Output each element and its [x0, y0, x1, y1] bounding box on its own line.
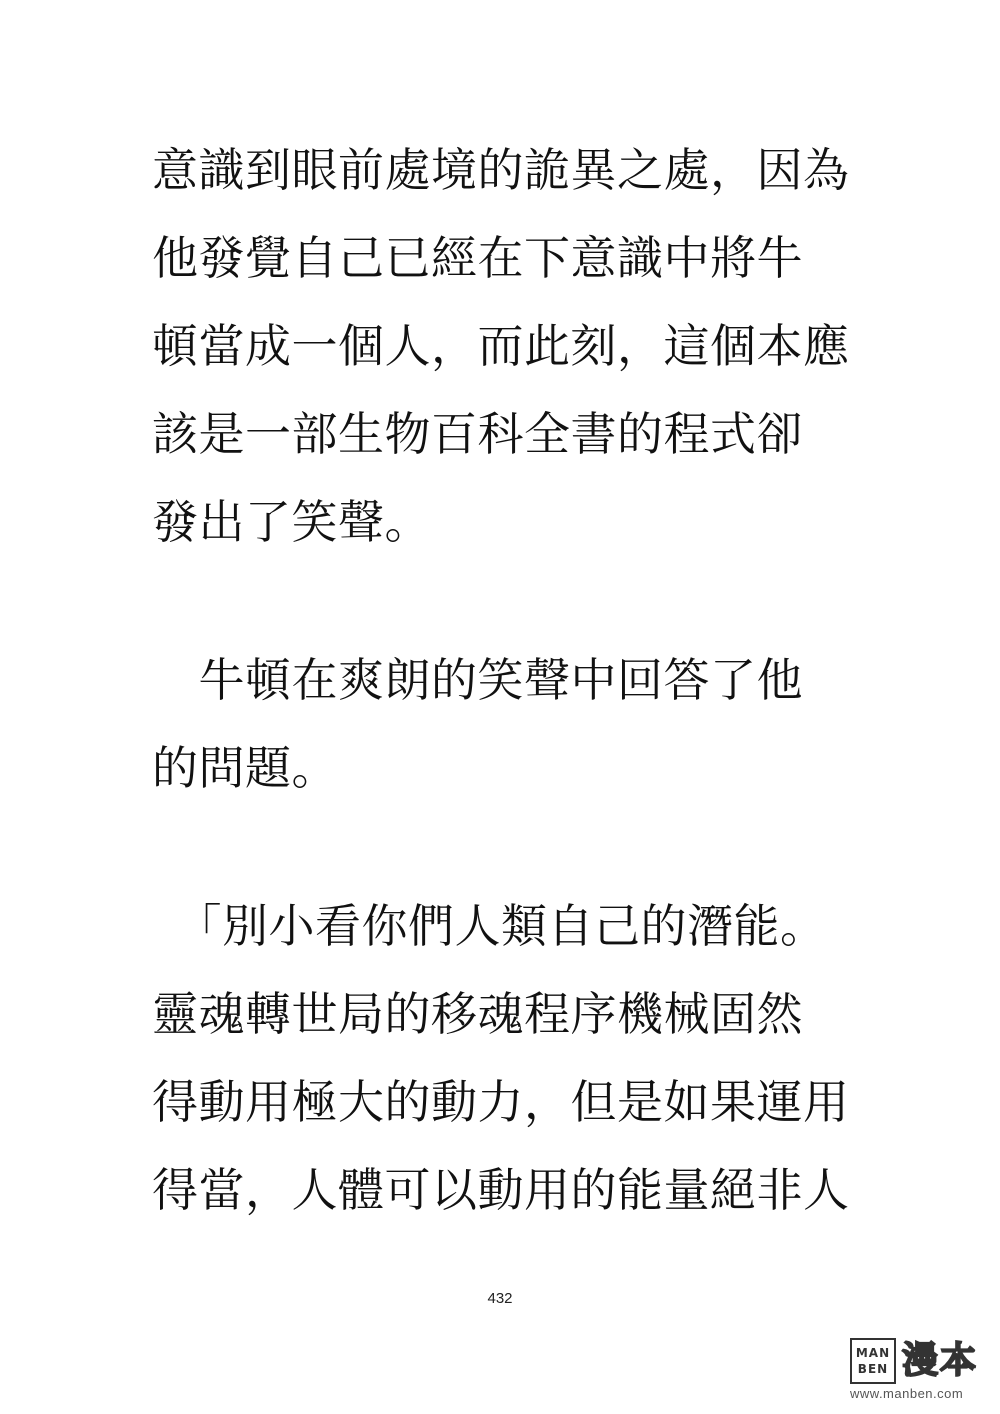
watermark-title: 漫本: [902, 1340, 979, 1381]
text-line-11: 得當，人體可以動用的能量絕非人: [152, 1163, 850, 1217]
page-number: 432: [487, 1290, 513, 1307]
text-line-5: 發出了笑聲。: [152, 495, 431, 549]
watermark-box-icon: [850, 1338, 896, 1384]
text-line-4: 該是一部生物百科全書的程式卻: [152, 407, 803, 461]
text-line-1: 意識到眼前處境的詭異之處，因為: [152, 143, 850, 197]
text-line-8: 「別小看你們人類自己的潛能。: [152, 899, 827, 953]
text-line-6: 牛頓在爽朗的笑聲中回答了他: [152, 653, 803, 707]
text-line-2: 他發覺自己已經在下意識中將牛: [152, 231, 803, 285]
text-line-7: 的問題。: [152, 741, 338, 795]
watermark-logo: [850, 1338, 990, 1402]
text-line-3: 頓當成一個人，而此刻，這個本應: [152, 319, 850, 373]
watermark-box-line2: BEN: [857, 1362, 889, 1376]
text-line-9: 靈魂轉世局的移魂程序機械固然: [152, 987, 803, 1041]
text-line-10: 得動用極大的動力，但是如果運用: [152, 1075, 850, 1129]
watermark-url: www.manben.com: [850, 1386, 964, 1401]
watermark-box-line1: MAN: [855, 1346, 891, 1360]
